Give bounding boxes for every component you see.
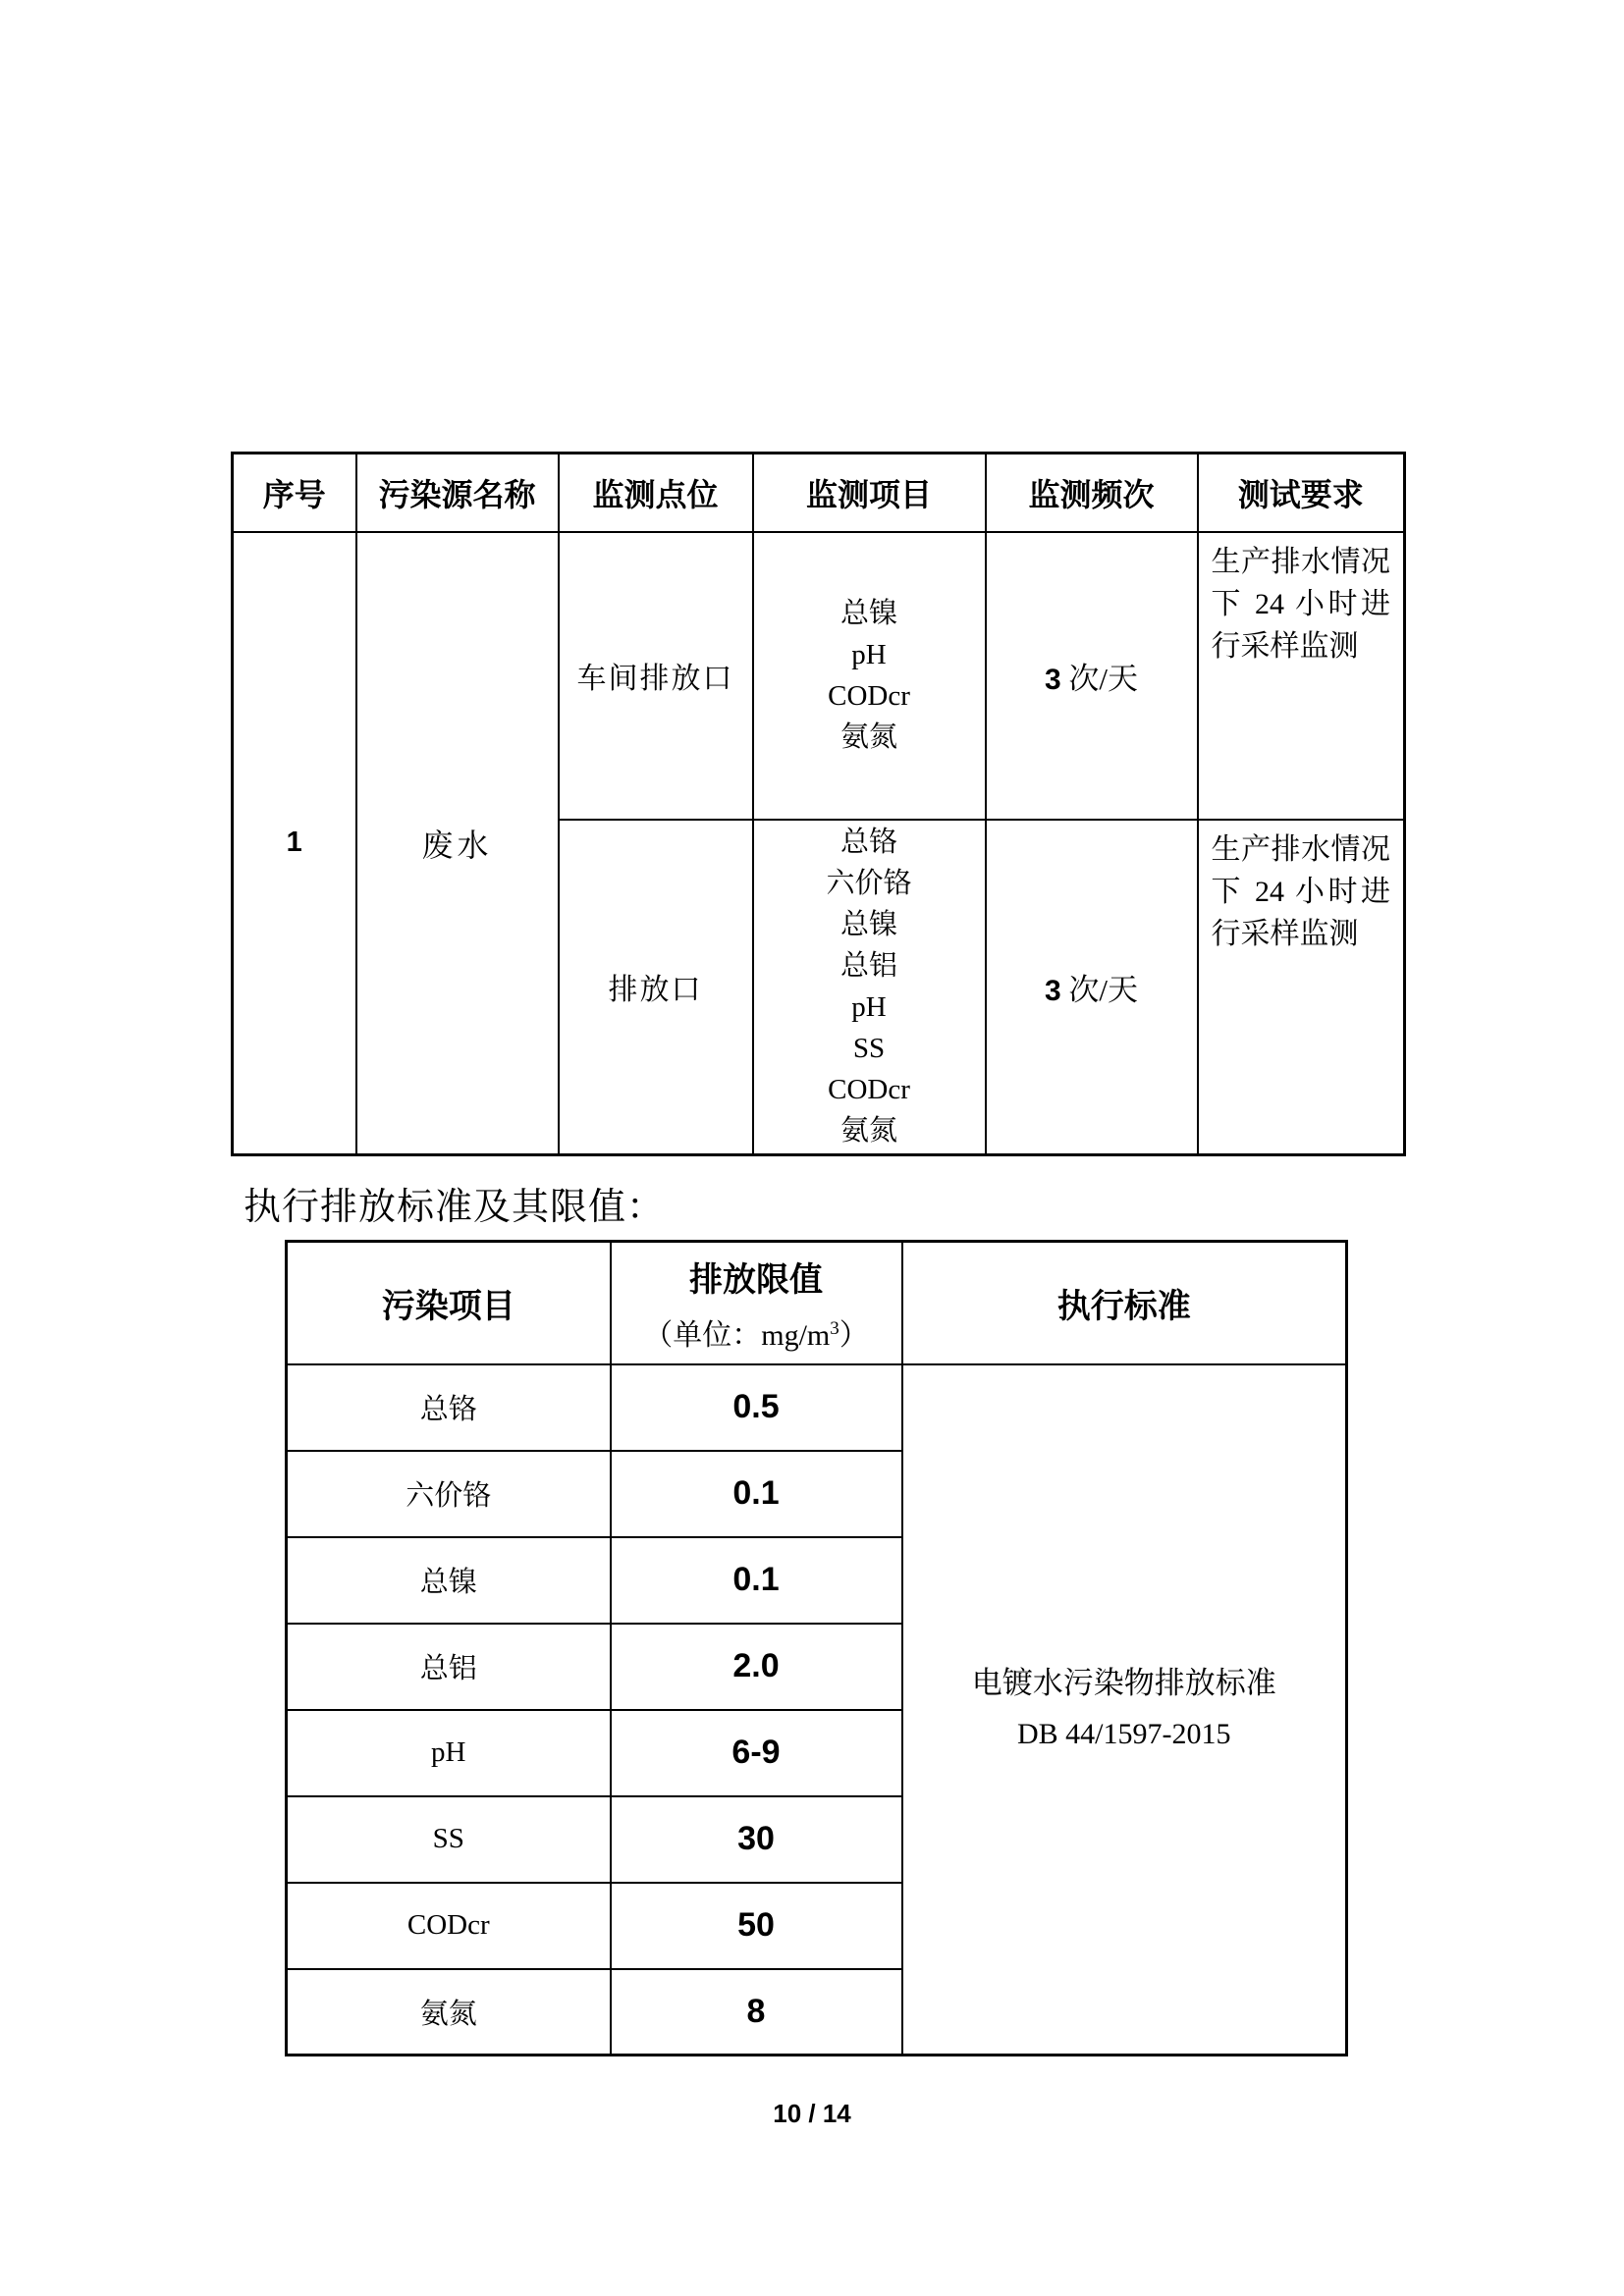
header-frequency: 监测频次 [986,454,1198,532]
frequency-unit: 次/天 [1068,972,1139,1007]
limit-value-cell: 30 [611,1796,902,1883]
emission-limit-title: 排放限值 [689,1261,823,1299]
pollutant-cell: SS [287,1796,611,1883]
standard-name: 电镀水污染物排放标准 [971,1666,1276,1701]
monitoring-item: CODcr [828,680,910,712]
frequency-cell [986,532,1198,820]
header-pollution-item: 污染项目 [287,1242,611,1364]
monitoring-table-header-row [233,454,1405,532]
frequency-number: 3 [1044,663,1061,696]
monitoring-item: SS [852,1033,886,1065]
header-standard: 执行标准 [902,1242,1347,1364]
limit-value-cell: 6-9 [611,1710,902,1796]
header-items: 监测项目 [753,454,986,532]
pollutant-cell: 六价铬 [287,1451,611,1537]
monitoring-table [231,452,1406,1156]
serial-number-cell: 1 [233,532,356,1155]
header-point: 监测点位 [559,454,753,532]
frequency-number: 3 [1044,974,1061,1007]
monitoring-point-cell: 车间排放口 [559,532,753,820]
header-source: 污染源名称 [356,454,559,532]
header-requirement: 测试要求 [1198,454,1405,532]
monitoring-item: CODcr [828,1074,910,1106]
pollutant-cell: 氨氮 [287,1969,611,2056]
limit-value-cell: 50 [611,1883,902,1969]
emission-limits-table [285,1240,1348,2056]
header-emission-limit [611,1242,902,1364]
standard-cell [902,1364,1347,2056]
monitoring-point-cell: 排放口 [559,820,753,1155]
monitoring-item: 六价铬 [826,868,912,900]
table-row [233,532,1405,820]
limit-value-cell: 2.0 [611,1624,902,1710]
monitoring-item: 总铬 [839,827,897,859]
superscript-3: 3 [830,1317,839,1339]
frequency-unit: 次/天 [1068,661,1139,696]
frequency-cell [986,820,1198,1155]
limit-value-cell: 8 [611,1969,902,2056]
pollution-source-cell: 废水 [356,532,559,1155]
pollutant-cell: 总铬 [287,1364,611,1451]
pollutant-cell: 总镍 [287,1537,611,1624]
limit-value-cell: 0.1 [611,1537,902,1624]
monitoring-item: 氨氮 [839,721,897,753]
limit-value-cell: 0.1 [611,1451,902,1537]
limits-table-header-row [287,1242,1347,1364]
section-heading: 执行排放标准及其限值： [244,1187,666,1228]
pollutant-cell: CODcr [287,1883,611,1969]
monitoring-item: pH [851,639,887,670]
requirement-cell: 生产排水情况下 24 小时进行采样监测 [1198,532,1405,820]
table-row [287,1364,1347,1451]
requirement-cell: 生产排水情况下 24 小时进行采样监测 [1198,820,1405,1155]
monitoring-items-cell [753,820,986,1155]
limit-value-cell: 0.5 [611,1364,902,1451]
monitoring-items-cell [753,532,986,820]
page-number: 10 / 14 [773,2099,851,2128]
monitoring-item: 氨氮 [839,1115,897,1148]
emission-limit-unit: （单位：$mg/m^3$） [643,1317,869,1352]
header-serial: 序号 [233,454,356,532]
monitoring-item: 总镍 [839,909,897,941]
pollutant-cell: 总铝 [287,1624,611,1710]
monitoring-item: 总镍 [839,598,897,629]
monitoring-item: pH [851,991,887,1024]
monitoring-item: 总铝 [839,950,897,983]
standard-code: DB 44/1597-2015 [1017,1718,1231,1751]
pollutant-cell: pH [287,1710,611,1796]
